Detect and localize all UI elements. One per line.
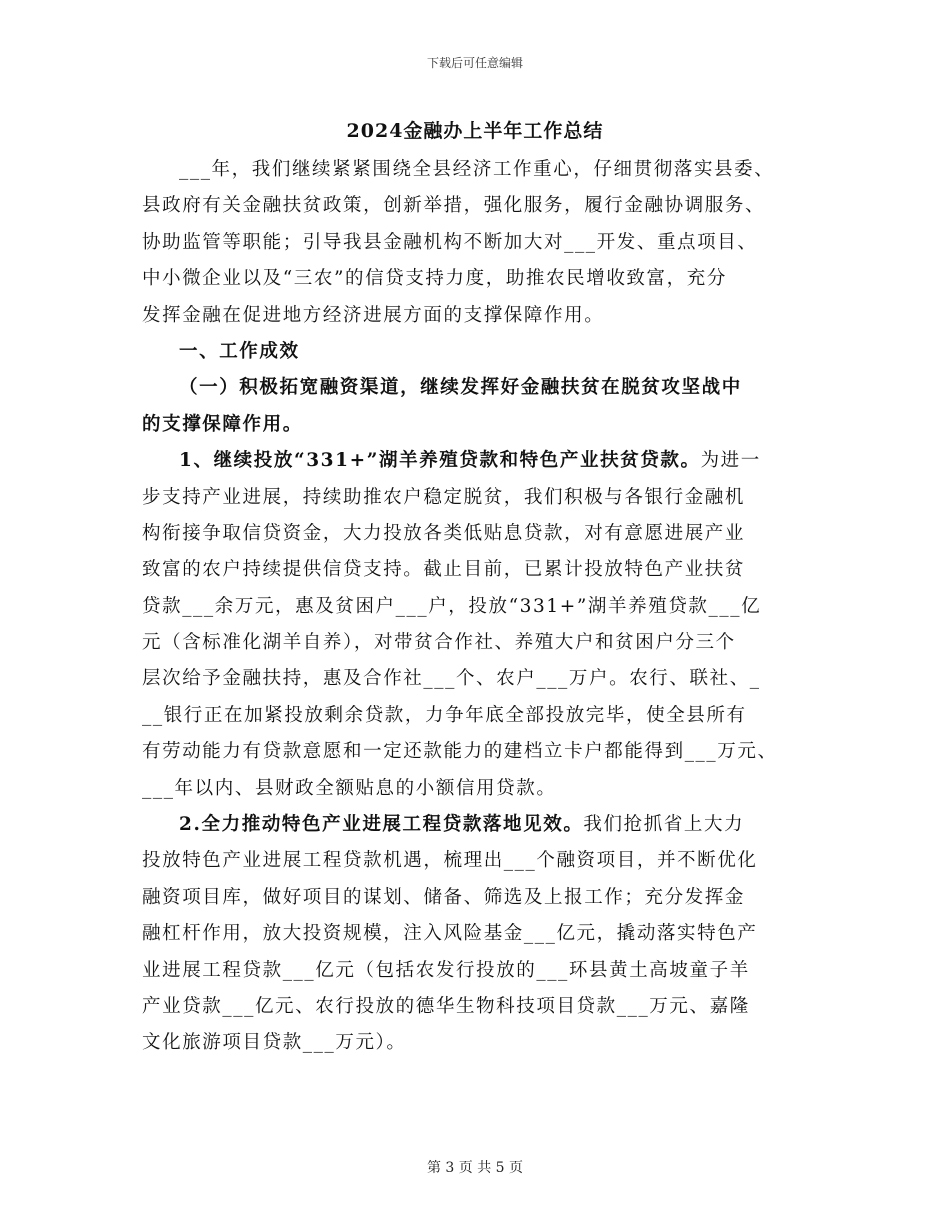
paragraph-line bbox=[142, 807, 812, 843]
paragraph-line: 发挥金融在促进地方经济进展方面的支撑保障作用。 bbox=[142, 304, 605, 326]
paragraph-line: 文化旅游项目贷款___万元）。 bbox=[142, 1032, 407, 1054]
paragraph-line: 协助监管等职能；引导我县金融机构不断加大对___开发、重点项目、 bbox=[142, 231, 758, 253]
paragraph-line: 投放特色产业进展工程贷款机遇，梳理出___个融资项目，并不断优化 bbox=[142, 850, 758, 872]
paragraph-line: __银行正在加紧投放剩余贷款，力争年底全部投放完毕，使全县所有 bbox=[142, 704, 747, 726]
document-body bbox=[142, 152, 812, 1062]
paragraph-line: 县政府有关金融扶贫政策，创新举措，强化服务，履行金融协调服务、 bbox=[142, 195, 766, 217]
paragraph-line: 贷款___余万元，惠及贫困户___户，投放“331+”湖羊养殖贷款___亿 bbox=[142, 595, 762, 617]
subsection-heading: （一）积极拓宽融资渠道，继续发挥好金融扶贫在脱贫攻坚战中 bbox=[179, 377, 742, 399]
paragraph-line: 元（含标准化湖羊自养），对带贫合作社、养殖大户和贫困户分三个 bbox=[142, 632, 736, 654]
paragraph-line: 融资项目库，做好项目的谋划、储备、筛选及上报工作；充分发挥金 bbox=[142, 886, 746, 908]
paragraph-line: 有劳动能力有贷款意愿和一定还款能力的建档立卡户都能得到___万元、 bbox=[142, 741, 778, 763]
document-title: 2024金融办上半年工作总结 bbox=[346, 120, 604, 142]
paragraph-line bbox=[142, 443, 812, 479]
page-number: 第 3 页 共 5 页 bbox=[426, 1160, 524, 1176]
paragraph-line: 业进展工程贷款___亿元（包括农发行投放的___环县黄土高坡童子羊 bbox=[142, 959, 750, 981]
paragraph-line: 构衔接争取信贷资金，大力投放各类低贴息贷款，对有意愿进展产业 bbox=[142, 522, 746, 544]
paragraph-line: 步支持产业进展，持续助推农户稳定脱贫，我们积极与各银行金融机 bbox=[142, 486, 746, 508]
paragraph-line: 致富的农户持续提供信贷支持。截止目前，已累计投放特色产业扶贫 bbox=[142, 559, 746, 581]
paragraph-text: 为进一 bbox=[700, 450, 761, 472]
paragraph-line: 产业贷款___亿元、农行投放的德华生物科技项目贷款___万元、嘉隆 bbox=[142, 995, 750, 1017]
item-heading: 1、继续投放“331+”湖羊养殖贷款和特色产业扶贫贷款。 bbox=[179, 450, 701, 472]
paragraph-line: ___年，我们继续紧紧围绕全县经济工作重心，仔细贯彻落实县委、 bbox=[179, 159, 775, 180]
item-heading: 2.全力推动特色产业进展工程贷款落地见效。 bbox=[179, 814, 584, 836]
subsection-heading: 的支撑保障作用。 bbox=[142, 413, 303, 435]
section-heading: 一、工作成效 bbox=[179, 340, 300, 362]
page-header-note: 下载后可任意编辑 bbox=[426, 56, 523, 70]
paragraph-line: 融杠杆作用，放大投资规模，注入风险基金___亿元，撬动落实特色产 bbox=[142, 923, 758, 945]
paragraph-text: 我们抢抓省上大力 bbox=[583, 814, 745, 836]
paragraph-line: 中小微企业以及“三农”的信贷支持力度，助推农民增收致富，充分 bbox=[142, 268, 727, 290]
paragraph-line: 层次给予金融扶持，惠及合作社___个、农户___万户。农行、联社、_ bbox=[142, 668, 761, 690]
paragraph-line: ___年以内、县财政全额贴息的小额信用贷款。 bbox=[142, 777, 557, 799]
